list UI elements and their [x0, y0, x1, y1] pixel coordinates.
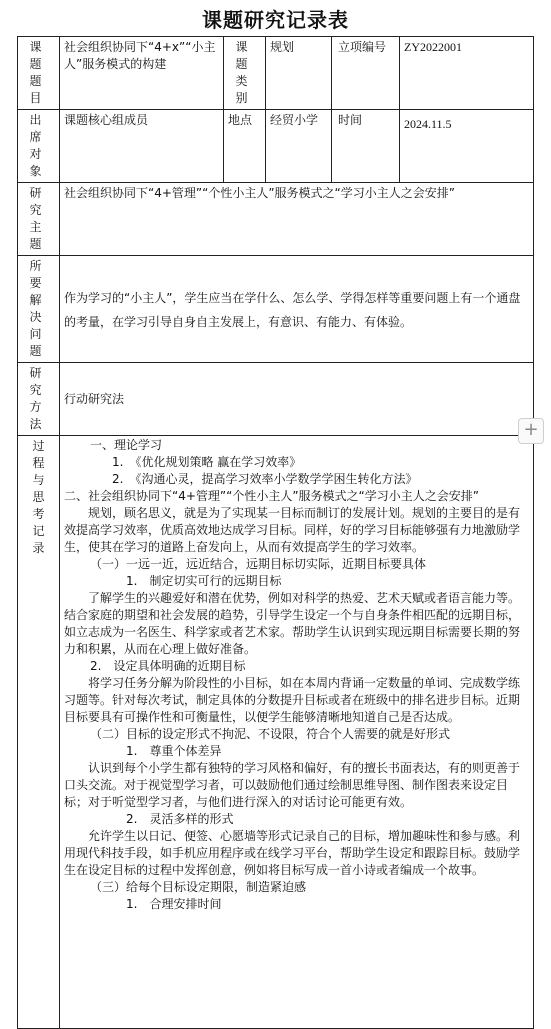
- add-icon[interactable]: +: [518, 418, 544, 444]
- paragraph: 规划，顾名思义，就是为了实现某一目标而制订的发展计划。规划的主要目的是有效提高学习效率，优质高效地达成学习目标。同样，好的学习目标能够强有力地激励学生，使其在学习的道路上奋发向上，从而有效提高学生的学习效率。: [64, 506, 521, 554]
- list-item: 2. 《沟通心灵，提高学习效率小学数学学困生转化方法》: [112, 472, 418, 486]
- list-item: 2. 灵活多样的形式: [126, 812, 234, 826]
- paragraph: 认识到每个小学生都有独特的学习风格和偏好，有的擅长书面表达，有的则更善于口头交流。对于视觉型学习者，可以鼓励他们通过绘制思维导图、制作图表来设定目标；对于听觉型学习者，与他们进行深入的对话讨论可能更有效。: [64, 761, 521, 809]
- method-value: 行动研究法: [60, 363, 534, 436]
- time-value: 2024.11.5: [400, 110, 534, 183]
- theme-value: 社会组织协同下“4+管理”“个性小主人”服务模式之“学习小主人之会安排”: [60, 183, 534, 256]
- method-label: [18, 363, 60, 436]
- method-label-text: 研 究 方法: [29, 366, 48, 431]
- topic-value: 社会组织协同下“4+x”“小主人”服务模式的构建: [60, 37, 224, 110]
- paragraph: 允许学生以日记、便签、心愿墙等形式记录自己的目标，增加趣味性和参与感。利用现代科技手段，如手机应用程序或在线学习平台，帮助学生设定和跟踪目标。鼓励学生在设定目标的过程中发挥创意，例如将目标写成一首小诗或者编成一个故事。: [64, 829, 521, 877]
- location-value: 经贸小学: [266, 110, 332, 183]
- subsection-heading: （一）一远一近，远近结合，远期目标切实际，近期目标要具体: [90, 557, 427, 571]
- project-no-label: 立项编号: [332, 37, 400, 110]
- paragraph: 将学习任务分解为阶段性的小目标，如在本周内背诵一定数量的单词、完成数学练习题等。针对每次考试，制定具体的分数提升目标或者在班级中的排名进步目标。近期目标要具有可操作性和可衡量性，以便学生能够清晰地知道自己是否达成。: [64, 676, 521, 724]
- problem-value: 作为学习的“小主人”，学生应当在学什么、怎么学、学得怎样等重要问题上有一个通盘的考量，在学习引导自身自主发展上，有意识、有能力、有体验。: [60, 256, 534, 363]
- section-heading: 一、理论学习: [90, 438, 163, 452]
- category-value: 规划: [266, 37, 332, 110]
- paragraph: 了解学生的兴趣爱好和潜在优势，例如对科学的热爱、艺术天赋或者语言能力等。结合家庭的期望和社会发展的趋势，引导学生设定一个与自身条件相匹配的远期目标，如立志成为一名医生、科学家或者艺术家。帮助学生认识到实现远期目标需要长期的努力和积累，从而在心理上做好准备。: [64, 591, 521, 656]
- page-title: 课题研究记录表: [202, 8, 349, 32]
- time-label: 时间: [332, 110, 400, 183]
- list-item: 1. 合理安排时间: [126, 897, 222, 911]
- list-item: 1. 尊重个体差异: [126, 744, 222, 758]
- theme-label-text: 研 究 主题: [29, 186, 48, 251]
- problem-label: [18, 256, 60, 363]
- list-item: 2. 设定具体明确的近期目标: [90, 659, 246, 673]
- topic-label: [18, 37, 60, 110]
- research-record-table: [17, 36, 534, 1029]
- record-label: [18, 436, 60, 1029]
- attendees-label-text: 出 席 对象: [29, 113, 48, 178]
- attendees-value: 课题核心组成员: [60, 110, 224, 183]
- location-label: 地点: [224, 110, 266, 183]
- list-item: 1. 制定切实可行的远期目标: [126, 574, 282, 588]
- topic-label-text: 课 题 题目: [29, 40, 48, 105]
- problem-label-text: 所 要 解 决 问题: [29, 259, 48, 358]
- section-heading: 二、社会组织协同下“4+管理”“个性小主人”服务模式之“学习小主人之会安排”: [64, 489, 479, 503]
- theme-label: [18, 183, 60, 256]
- category-label-text: 课 题 类别: [235, 40, 254, 105]
- record-body: [60, 436, 534, 1029]
- project-no-value: ZY2022001: [400, 37, 534, 110]
- subsection-heading: （三）给每个目标设定期限，制造紧迫感: [90, 880, 307, 894]
- attendees-label: [18, 110, 60, 183]
- subsection-heading: （二）目标的设定形式不拘泥、不设限，符合个人需要的就是好形式: [90, 727, 451, 741]
- record-label-text: 过 程 与 思 考 记 录: [32, 439, 45, 555]
- list-item: 1. 《优化规划策略 赢在学习效率》: [112, 455, 302, 469]
- category-label: [224, 37, 266, 110]
